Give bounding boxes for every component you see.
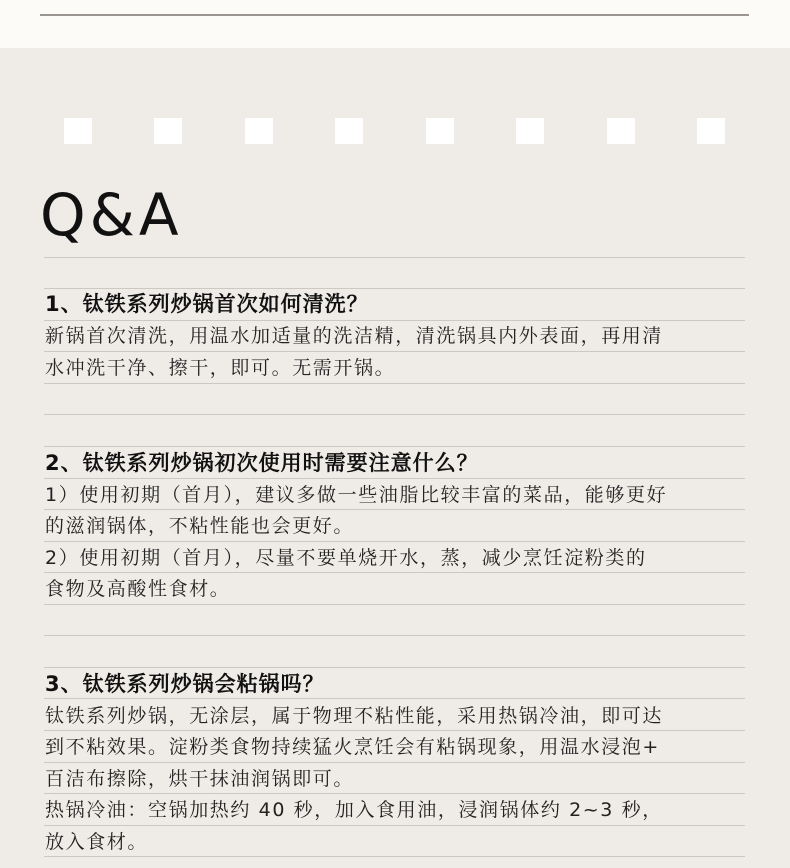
ring-hole — [426, 118, 454, 144]
ruled-line — [44, 762, 745, 763]
answer-2-line-2: 的滋润锅体，不粘性能也会更好。 — [45, 515, 355, 537]
answer-3-line-3: 百洁布擦除，烘干抹油润锅即可。 — [45, 768, 355, 790]
ruled-line — [44, 667, 745, 668]
answer-2-line-1: 1）使用初期（首月），建议多做一些油脂比较丰富的菜品，能够更好 — [45, 484, 668, 506]
ruled-line — [44, 604, 745, 605]
question-3: 3、钛铁系列炒锅会粘锅吗？ — [45, 672, 325, 696]
ring-hole — [64, 118, 92, 144]
binder-ring-holes — [0, 118, 790, 144]
answer-3-line-4: 热锅冷油：空锅加热约 40 秒，加入食用油，浸润锅体约 2~3 秒， — [45, 799, 663, 821]
ruled-line — [44, 793, 745, 794]
header-divider — [40, 14, 749, 16]
answer-3-line-2: 到不粘效果。淀粉类食物持续猛火烹饪会有粘锅现象，用温水浸泡+ — [45, 736, 660, 758]
ruled-line — [44, 509, 745, 510]
page-title: Q&A — [40, 181, 183, 249]
ruled-line — [44, 446, 745, 447]
ruled-line — [44, 351, 745, 352]
ruled-line — [44, 635, 745, 636]
ring-hole — [335, 118, 363, 144]
ring-hole — [154, 118, 182, 144]
ruled-line — [44, 320, 745, 321]
answer-1-line-2: 水冲洗干净、擦干，即可。无需开锅。 — [45, 357, 396, 379]
ruled-line — [44, 478, 745, 479]
ring-hole — [697, 118, 725, 144]
ring-hole — [516, 118, 544, 144]
answer-1-line-1: 新锅首次清洗，用温水加适量的洗洁精，清洗锅具内外表面，再用清 — [45, 325, 664, 347]
answer-3-line-5: 放入食材。 — [45, 831, 149, 853]
answer-2-line-4: 食物及高酸性食材。 — [45, 578, 231, 600]
ruled-line — [44, 730, 745, 731]
ring-hole — [607, 118, 635, 144]
header-band — [0, 0, 790, 48]
ruled-line — [44, 572, 745, 573]
question-1: 1、钛铁系列炒锅首次如何清洗？ — [45, 292, 369, 316]
ruled-line — [44, 288, 745, 289]
ruled-line — [44, 541, 745, 542]
ruled-line — [44, 383, 745, 384]
ruled-line — [44, 257, 745, 258]
answer-3-line-1: 钛铁系列炒锅，无涂层，属于物理不粘性能，采用热锅冷油，即可达 — [45, 705, 664, 727]
ruled-line — [44, 414, 745, 415]
question-2: 2、钛铁系列炒锅初次使用时需要注意什么？ — [45, 451, 479, 475]
ruled-line — [44, 856, 745, 857]
ruled-line — [44, 698, 745, 699]
ruled-line — [44, 825, 745, 826]
answer-2-line-3: 2）使用初期（首月），尽量不要单烧开水，蒸，减少烹饪淀粉类的 — [45, 547, 647, 569]
ring-hole — [245, 118, 273, 144]
